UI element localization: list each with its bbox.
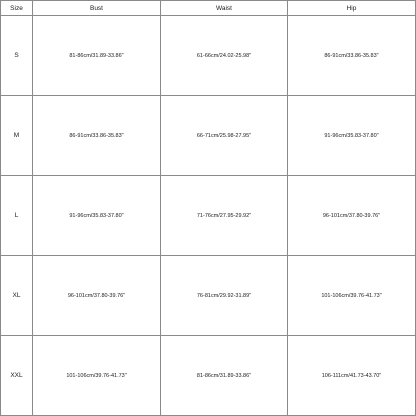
- hip-cell: 101-106cm/39.76-41.73": [288, 256, 416, 336]
- column-header-hip: Hip: [288, 1, 416, 16]
- size-cell: XL: [1, 256, 33, 336]
- column-header-size: Size: [1, 1, 33, 16]
- waist-cell: 61-66cm/24.02-25.98": [161, 16, 288, 96]
- bust-cell: 86-91cm/33.86-35.83": [33, 96, 161, 176]
- size-cell: L: [1, 176, 33, 256]
- hip-cell: 91-96cm/35.83-37.80": [288, 96, 416, 176]
- column-header-waist: Waist: [161, 1, 288, 16]
- bust-cell: 101-106cm/39.76-41.73": [33, 336, 161, 416]
- hip-cell: 96-101cm/37.80-39.76": [288, 176, 416, 256]
- hip-cell: 106-111cm/41.73-43.70": [288, 336, 416, 416]
- waist-cell: 81-86cm/31.89-33.86": [161, 336, 288, 416]
- bust-cell: 91-96cm/35.83-37.80": [33, 176, 161, 256]
- header-row: [1, 1, 416, 16]
- size-cell: S: [1, 16, 33, 96]
- hip-cell: 86-91cm/33.86-35.83": [288, 16, 416, 96]
- table-row: [1, 96, 416, 176]
- table-row: [1, 256, 416, 336]
- table-row: [1, 176, 416, 256]
- waist-cell: 66-71cm/25.98-27.95": [161, 96, 288, 176]
- size-cell: XXL: [1, 336, 33, 416]
- size-cell: M: [1, 96, 33, 176]
- bust-cell: 96-101cm/37.80-39.76": [33, 256, 161, 336]
- table-row: [1, 16, 416, 96]
- waist-cell: 76-81cm/29.92-31.89": [161, 256, 288, 336]
- table-row: [1, 336, 416, 416]
- waist-cell: 71-76cm/27.95-29.92": [161, 176, 288, 256]
- column-header-bust: Bust: [33, 1, 161, 16]
- bust-cell: 81-86cm/31.89-33.86": [33, 16, 161, 96]
